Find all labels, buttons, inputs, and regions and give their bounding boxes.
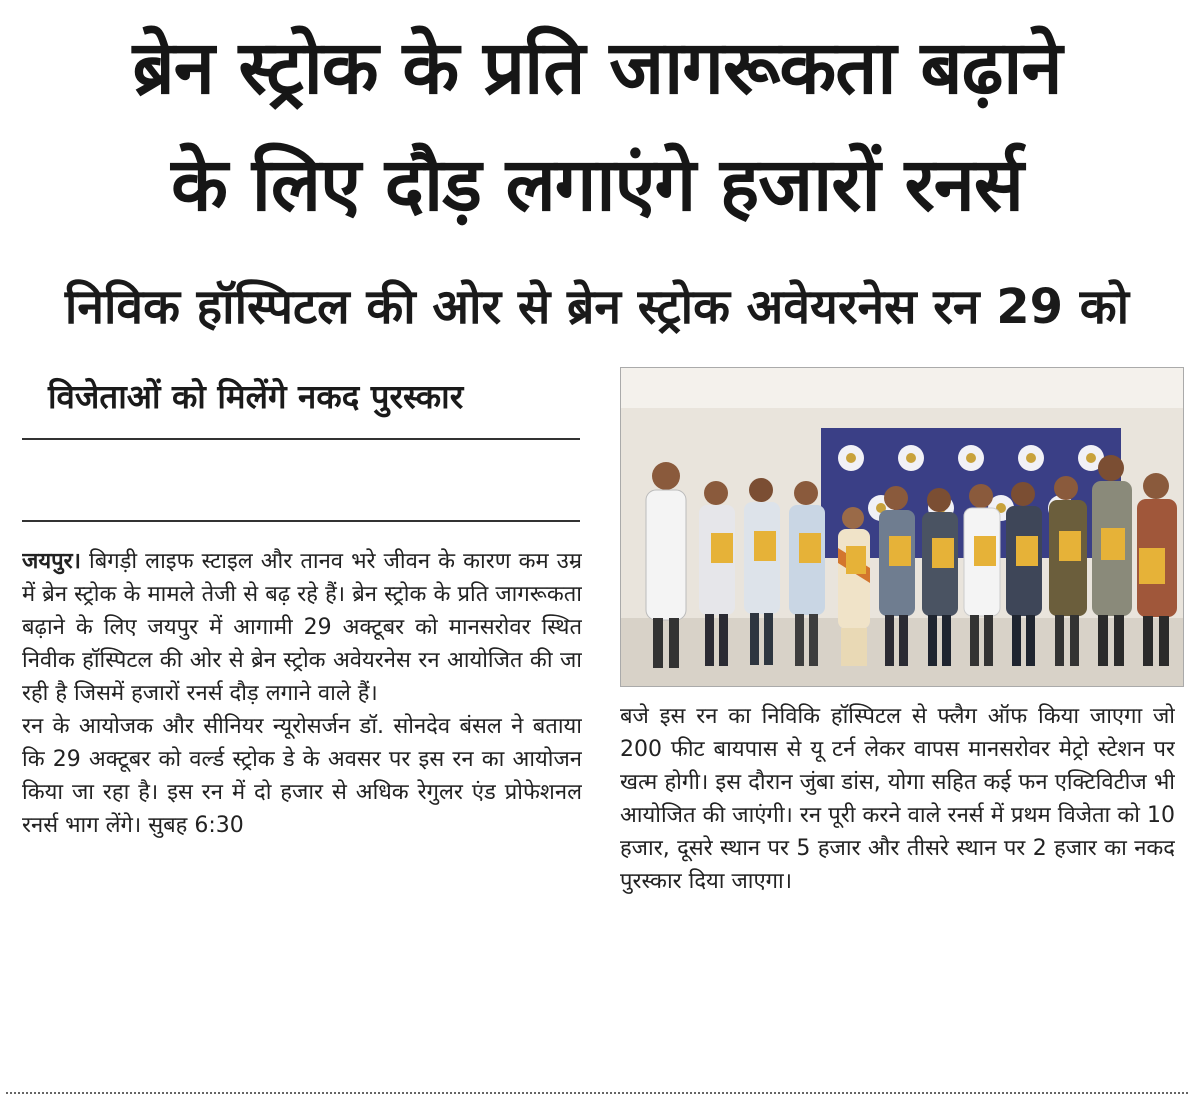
headline-line-1: ब्रेन स्ट्रोक के प्रति जागरूकता बढ़ाने bbox=[132, 25, 1062, 111]
event-photo-illustration bbox=[621, 368, 1183, 686]
article-paragraph: रन के आयोजक और सीनियर न्यूरोसर्जन डॉ. सोनदेव बंसल ने बताया कि 29 अक्टूबर को वर्ल्ड स्ट्रोक डे के अवसर पर इस रन का आयोजन किया जा रहा है। इस रन में दो हजार से अधिक रेगुलर एंड प्रोफेशनल रनर्स भाग लेंगे। सुबह 6:30 bbox=[22, 714, 582, 838]
event-photo bbox=[620, 367, 1184, 687]
divider bbox=[22, 520, 580, 522]
headline-line-2: के लिए दौड़ लगाएंगे हजारों रनर्स bbox=[171, 142, 1023, 228]
subheadline: निविक हॉस्पिटल की ओर से ब्रेन स्ट्रोक अवेयरनेस रन 29 को bbox=[64, 279, 1130, 335]
article-column-left bbox=[22, 545, 582, 1085]
dateline: जयपुर। bbox=[22, 549, 81, 574]
divider bbox=[22, 438, 580, 440]
article-paragraph: बजे इस रन का निविकि हॉस्पिटल से फ्लैग ऑफ किया जाएगा जो 200 फीट बायपास से यू टर्न लेकर वापस मानसरोवर मेट्रो स्टेशन पर खत्म होगी। इस दौरान जुंबा डांस, योगा सहित कई फन एक्टिविटीज भी आयोजित की जाएंगी। रन पूरी करने वाले रनर्स में प्रथम विजेता को 10 हजार, दूसरे स्थान पर 5 हजार और तीसरे स्थान पर 2 हजार का नकद पुरस्कार दिया जाएगा। bbox=[620, 704, 1175, 894]
bottom-divider bbox=[6, 1092, 1188, 1094]
article-paragraph bbox=[22, 545, 582, 710]
article-text: बिगड़ी लाइफ स्टाइल और तानव भरे जीवन के कारण कम उम्र में ब्रेन स्ट्रोक के मामले तेजी से बढ़ रहे हैं। ब्रेन स्ट्रोक के प्रति जागरूकता बढ़ाने के लिए जयपुर में आगामी 29 अक्टूबर को मानसरोवर स्थित निवीक हॉस्पिटल की ओर से ब्रेन स्ट्रोक अवेयरनेस रन आयोजित की जा रही है जिसमें हजारों रनर्स दौड़ लगाने वाले हैं। bbox=[22, 549, 582, 706]
article-column-right bbox=[620, 700, 1175, 1080]
kicker-heading: विजेताओं को मिलेंगे नकद पुरस्कार bbox=[48, 377, 464, 416]
